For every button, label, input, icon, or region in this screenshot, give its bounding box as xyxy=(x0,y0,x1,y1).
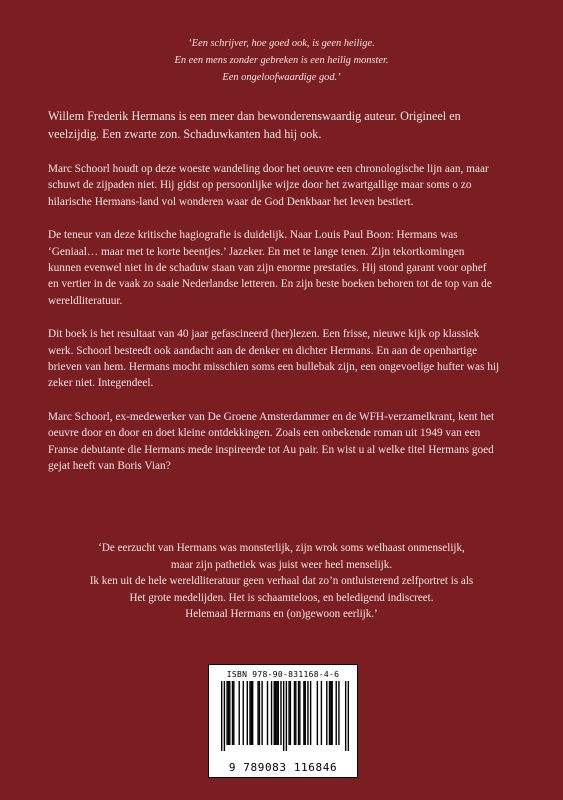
barcode-bar xyxy=(317,681,318,745)
barcode-bar xyxy=(228,681,229,745)
barcode-bar xyxy=(331,681,332,745)
barcode-bar xyxy=(321,681,322,745)
barcode-bar xyxy=(336,681,337,745)
epigraph-line: En een mens zonder gebreken is een heilig monster. xyxy=(174,55,389,66)
barcode-bar xyxy=(271,681,272,745)
barcode-bar xyxy=(288,681,289,745)
barcode-bar xyxy=(330,681,331,745)
quote-line: Het grote medelijden. Het is schaamteloos, en beledigend indiscreet. xyxy=(129,591,434,604)
epigraph-quote xyxy=(40,35,523,86)
barcode-bar xyxy=(310,681,311,745)
blurb-text xyxy=(48,108,518,492)
blurb-line: schuwt de zijpaden niet. Hij gidst op persoonlijke wijze door het zwartgallige maar soms o zo xyxy=(48,179,472,192)
barcode-bar xyxy=(261,681,262,745)
barcode-bar xyxy=(247,681,248,745)
barcode-digits: 9 789083 116846 xyxy=(228,761,338,774)
blurb-line: ‘Geniaal… maar met te korte beentjes.’ Jazeker. En met te lange tenen. Zijn tekortkomingen xyxy=(48,245,465,258)
blurb-paragraph xyxy=(48,227,518,309)
barcode-bar xyxy=(290,681,291,745)
blurb-line: Willem Frederik Hermans is een meer dan bewonderenswaardig auteur. Origineel en xyxy=(48,109,461,123)
epigraph-line: Een ongeloofwaardige god.’ xyxy=(222,72,341,83)
quote-line: Ik ken uit de hele wereldliteratuur geen verhaal dat zo’n ontluisterend zelfportret is als xyxy=(89,575,474,588)
barcode-bar xyxy=(267,681,268,745)
barcode-bar xyxy=(326,681,327,745)
quote-line: maar zijn pathetiek was juist weer heel menselijk. xyxy=(170,558,393,571)
blurb-line: brieven van hem. Hermans mocht misschien soms een bullebak zijn, een ongevoelige hufter was hij xyxy=(48,361,500,374)
closing-quote xyxy=(40,540,523,623)
blurb-line: zeker niet. Integendeel. xyxy=(48,377,154,390)
barcode-bar xyxy=(348,681,349,751)
barcode-bar xyxy=(283,681,284,751)
barcode-bar xyxy=(239,681,240,745)
barcode-bar xyxy=(275,681,276,745)
blurb-line: Franse debutante die Hermans mede inspireerde tot Au pair. En wist u al welke titel Hermans goed xyxy=(48,443,494,456)
barcode-bar xyxy=(226,681,227,745)
barcode-bar xyxy=(274,681,275,745)
blurb-line: hilarische Hermans-land vol wonderen waar de God Denkbaar het leven bestiert. xyxy=(48,195,414,208)
blurb-paragraph xyxy=(48,161,518,210)
blurb-line: wereldliteratuur. xyxy=(48,294,123,307)
barcode-bar xyxy=(232,681,233,745)
blurb-line: veelzijdig. Een zwarte zon. Schaduwkanten had hij ook. xyxy=(48,126,322,141)
blurb-line: en vertier in de vaak zo saaie Nederlandse letteren. En zijn beste boeken behoren tot de top van de xyxy=(48,278,492,291)
barcode-bar xyxy=(294,681,295,745)
barcode-bar xyxy=(338,681,339,745)
barcode-bar xyxy=(295,681,296,745)
isbn-barcode xyxy=(208,664,358,778)
barcode-bar xyxy=(305,681,306,745)
barcode-bar xyxy=(243,681,244,745)
epigraph-line: ‘Een schrijver, hoe goed ook, is geen heilige. xyxy=(188,38,375,49)
barcode-bar xyxy=(252,681,253,745)
barcode-bars xyxy=(221,681,349,757)
barcode-bar xyxy=(307,681,308,745)
barcode-bar xyxy=(233,681,234,745)
blurb-line: De teneur van deze kritische hagiografie is duidelijk. Naar Louis Paul Boon: Hermans was xyxy=(48,229,458,242)
isbn-label: ISBN 978-90-831168-4-6 xyxy=(226,670,340,679)
blurb-paragraph xyxy=(48,409,518,475)
quote-line: ‘De eerzucht van Hermans was monsterlijk, zijn wrok soms welhaast onmenselijk, xyxy=(98,542,465,554)
barcode-bar xyxy=(276,681,277,745)
barcode-bar xyxy=(286,681,287,751)
barcode-bar xyxy=(251,681,252,745)
blurb-line: werk. Schoorl besteedt ook aandacht aan de denker en dichter Hermans. En aan de openhartige xyxy=(48,344,478,357)
blurb-line: Marc Schoorl houdt op deze woeste wandeling door het oeuvre een chronologische lijn aan, maar xyxy=(48,163,489,175)
blurb-paragraph-intro xyxy=(48,108,518,143)
barcode-bar xyxy=(329,681,330,745)
blurb-line: Dit boek is het resultaat van 40 jaar gefascineerd (her)lezen. Een frisse, nieuwe kijk op klassiek xyxy=(48,328,480,341)
barcode-bar xyxy=(299,681,300,745)
quote-line: Helemaal Hermans en (on)gewoon eerlijk.’ xyxy=(185,608,378,621)
barcode-bar xyxy=(257,681,258,745)
barcode-bar xyxy=(280,681,281,745)
barcode-bar xyxy=(259,681,260,745)
blurb-line: gejat heeft van Boris Vian? xyxy=(48,460,171,473)
barcode-bar xyxy=(249,681,250,745)
blurb-line: Marc Schoorl, ex-medewerker van De Groene Amsterdammer en de WFH-verzamelkrant, kent het xyxy=(48,410,495,423)
barcode-bar xyxy=(221,681,222,751)
barcode-bar xyxy=(303,681,304,745)
barcode-bar xyxy=(345,681,346,751)
barcode-bar xyxy=(278,681,279,745)
barcode-bar xyxy=(229,681,230,745)
barcode-bar xyxy=(298,681,299,745)
blurb-line: kunnen evenwel niet in de schaduw staan van zijn enorme prestaties. Hij stond garant voor ophef xyxy=(48,262,487,275)
blurb-line: oeuvre door en door en doet kleine ontdekkingen. Zoals een onbekende roman uit 1949 van een xyxy=(48,427,481,440)
blurb-paragraph xyxy=(48,326,518,392)
barcode-bar xyxy=(224,681,225,751)
